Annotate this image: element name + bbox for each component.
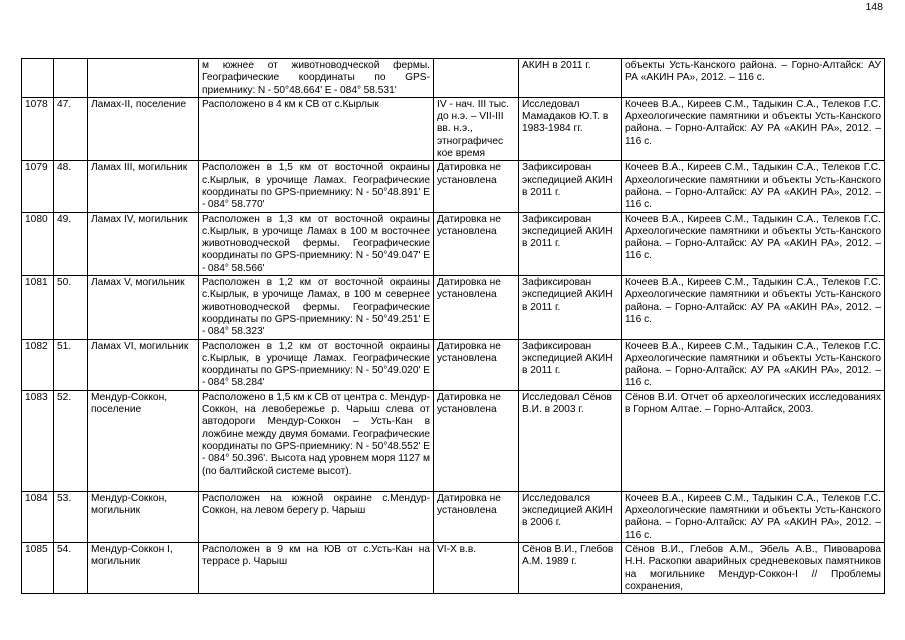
cell-literature: объекты Усть-Канского района. – Горно-Алтайск: АУ РА «АКИН РА», 2012. – 116 с.: [622, 59, 885, 98]
cell-location: Расположен в 1,2 км от восточной окраины с.Кырлык, в урочище Ламах. Географические координаты по GPS-приемнику: N - 50°49.020' E - 084° 58.284': [199, 339, 434, 390]
cell-location: Расположен в 1,5 км от восточной окраины с.Кырлык, в урочище Ламах. Географические координаты по GPS-приемнику: N - 50°48.891' E - 084° 58.770': [199, 161, 434, 212]
cell-literature: Кочеев В.А., Киреев С.М., Тадыкин С.А., Телеков Г.С. Археологические памятники и объекты Усть-Канского района. – Горно-Алтайск: АУ РА «АКИН РА», 2012. – 116 с.: [622, 276, 885, 339]
cell-registry-number: 1083: [22, 390, 54, 491]
cell-site-name: Мендур-Соккон, поселение: [88, 390, 199, 491]
cell-index: 47.: [54, 97, 88, 160]
cell-registry-number: 1079: [22, 161, 54, 212]
cell-dating: IV - нач. III тыс. до н.э. – VII-III вв. н.э., этнографичес кое время: [434, 97, 519, 160]
cell-site-name: Мендур-Соккон, могильник: [88, 491, 199, 542]
cell-literature: Сёнов В.И. Отчет об археологических исследованиях в Горном Алтае. – Горно-Алтайск, 2003.: [622, 390, 885, 491]
cell-registry-number: 1080: [22, 212, 54, 275]
cell-location: Расположен в 1,2 км от восточной окраины с.Кырлык, в урочище Ламах, в 100 м севернее животноводческой фермы. Географические координаты по GPS-приемнику: N - 50°49.251' E - 084° 58.323': [199, 276, 434, 339]
cell-researcher: Зафиксирован экспедицией АКИН в 2011 г.: [519, 339, 622, 390]
cell-site-name: Ламах V, могильник: [88, 276, 199, 339]
cell-location: Расположен в 1,3 км от восточной окраины с.Кырлык, в урочище Ламах в 100 м восточнее животноводческой фермы. Географические координаты по GPS-приемнику: N - 50°49.047' E - 084° 58.566': [199, 212, 434, 275]
table-row: [22, 59, 885, 98]
cell-registry-number: 1081: [22, 276, 54, 339]
cell-index: 54.: [54, 542, 88, 593]
cell-site-name: Ламах III, могильник: [88, 161, 199, 212]
cell-index: 51.: [54, 339, 88, 390]
cell-index: 53.: [54, 491, 88, 542]
cell-literature: Кочеев В.А., Киреев С.М., Тадыкин С.А., Телеков Г.С. Археологические памятники и объекты Усть-Канского района. – Горно-Алтайск: АУ РА «АКИН РА», 2012. – 116 с.: [622, 212, 885, 275]
table-row: [22, 276, 885, 339]
cell-dating: Датировка не установлена: [434, 390, 519, 491]
cell-researcher: Исследовал Сёнов В.И. в 2003 г.: [519, 390, 622, 491]
cell-dating: Датировка не установлена: [434, 339, 519, 390]
cell-dating: [434, 59, 519, 98]
cell-dating: Датировка не установлена: [434, 212, 519, 275]
cell-location: Расположено в 4 км к СВ от с.Кырлык: [199, 97, 434, 160]
cell-site-name: Ламах-II, поселение: [88, 97, 199, 160]
cell-literature: Кочеев В.А., Киреев С.М., Тадыкин С.А., Телеков Г.С. Археологические памятники и объекты Усть-Канского района. – Горно-Алтайск: АУ РА «АКИН РА», 2012. – 116 с.: [622, 491, 885, 542]
page-number: 148: [865, 1, 883, 13]
cell-researcher: Зафиксирован экспедицией АКИН в 2011 г.: [519, 276, 622, 339]
cell-registry-number: 1085: [22, 542, 54, 593]
table-row: [22, 390, 885, 491]
cell-index: 52.: [54, 390, 88, 491]
cell-index: 50.: [54, 276, 88, 339]
cell-dating: Датировка не установлена: [434, 276, 519, 339]
cell-site-name: Ламах IV, могильник: [88, 212, 199, 275]
cell-registry-number: 1082: [22, 339, 54, 390]
table-row: [22, 491, 885, 542]
cell-site-name: Ламах VI, могильник: [88, 339, 199, 390]
cell-site-name: [88, 59, 199, 98]
table-row: [22, 97, 885, 160]
cell-location: Расположено в 1,5 км к СВ от центра с. Мендур-Соккон, на левобережье р. Чарыш слева от автодороги Мендур-Соккон – Усть-Кан в ложбине между двумя бомами. Географические координаты по GPS-приемнику: N - 50°48.552' E - 084° 50.396'. Высота над уровнем моря 1127 м (по балтийской системе высот).: [199, 390, 434, 491]
cell-index: 48.: [54, 161, 88, 212]
cell-location: Расположен в 9 км на ЮВ от с.Усть-Кан на террасе р. Чарыш: [199, 542, 434, 593]
cell-location: Расположен на южной окраине с.Мендур-Соккон, на левом берегу р. Чарыш: [199, 491, 434, 542]
cell-researcher: Зафиксирован экспедицией АКИН в 2011 г.: [519, 212, 622, 275]
cell-dating: VI-X в.в.: [434, 542, 519, 593]
table-row: [22, 339, 885, 390]
cell-index: 49.: [54, 212, 88, 275]
table-row: [22, 212, 885, 275]
cell-dating: Датировка не установлена: [434, 161, 519, 212]
table-row: [22, 161, 885, 212]
monuments-table: [21, 58, 885, 594]
cell-registry-number: [22, 59, 54, 98]
cell-literature: Кочеев В.А., Киреев С.М., Тадыкин С.А., Телеков Г.С. Археологические памятники и объекты Усть-Канского района. – Горно-Алтайск: АУ РА «АКИН РА», 2012. – 116 с.: [622, 97, 885, 160]
cell-dating: Датировка не установлена: [434, 491, 519, 542]
cell-researcher: АКИН в 2011 г.: [519, 59, 622, 98]
cell-researcher: Исследовал Мамадаков Ю.Т. в 1983-1984 гг.: [519, 97, 622, 160]
cell-researcher: Сёнов В.И., Глебов А.М. 1989 г.: [519, 542, 622, 593]
cell-location: м южнее от животноводческой фермы. Географические координаты по GPS-приемнику: N - 50°48.664' E - 084° 58.531': [199, 59, 434, 98]
cell-literature: Сёнов В.И., Глебов А.М., Эбель А.В., Пивоварова Н.Н. Раскопки аварийных средневековых памятников на могильнике Мендур-Соккон-I // Проблемы сохранения,: [622, 542, 885, 593]
table-row: [22, 542, 885, 593]
cell-literature: Кочеев В.А., Киреев С.М., Тадыкин С.А., Телеков Г.С. Археологические памятники и объекты Усть-Канского района. – Горно-Алтайск: АУ РА «АКИН РА», 2012. – 116 с.: [622, 161, 885, 212]
cell-registry-number: 1078: [22, 97, 54, 160]
cell-site-name: Мендур-Соккон I, могильник: [88, 542, 199, 593]
cell-researcher: Исследовался экспедицией АКИН в 2006 г.: [519, 491, 622, 542]
cell-index: [54, 59, 88, 98]
cell-researcher: Зафиксирован экспедицией АКИН в 2011 г.: [519, 161, 622, 212]
cell-registry-number: 1084: [22, 491, 54, 542]
cell-literature: Кочеев В.А., Киреев С.М., Тадыкин С.А., Телеков Г.С. Археологические памятники и объекты Усть-Канского района. – Горно-Алтайск: АУ РА «АКИН РА», 2012. – 116 с.: [622, 339, 885, 390]
